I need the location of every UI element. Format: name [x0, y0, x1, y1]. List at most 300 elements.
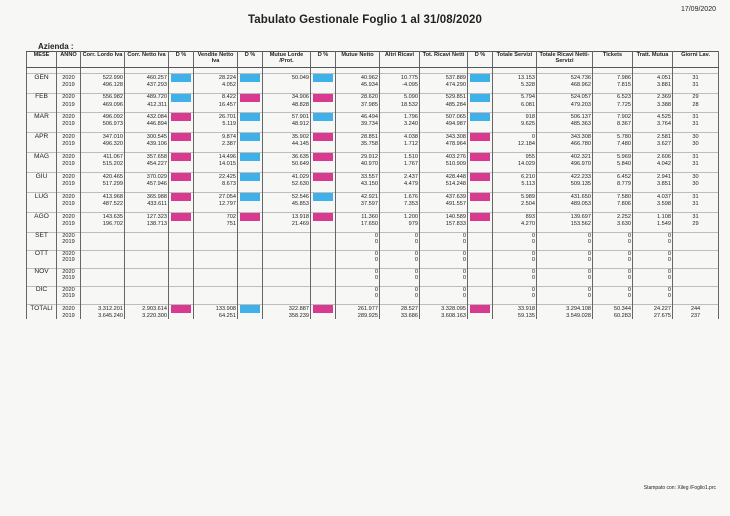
value-cell: 5.794 [493, 93, 537, 102]
value-cell: 358.239 [263, 313, 311, 319]
value-cell: 529.851 [420, 93, 468, 102]
month-cell: TOTALI [27, 305, 57, 314]
value-cell [81, 232, 125, 239]
table-row [27, 113, 719, 122]
value-cell: 0 [633, 293, 673, 299]
value-cell: 422.233 [537, 173, 593, 182]
value-cell: 0 [593, 232, 633, 239]
value-cell [81, 287, 125, 294]
value-cell: 2.252 [593, 212, 633, 221]
table-row [27, 232, 719, 239]
value-cell: 2.903.614 [125, 305, 169, 314]
value-cell: 196.702 [81, 221, 125, 227]
table-row [27, 313, 719, 319]
value-cell: 507.065 [420, 113, 468, 122]
value-cell: 413.968 [81, 193, 125, 202]
value-cell: 2.437 [380, 173, 420, 182]
value-cell: 13.153 [493, 73, 537, 82]
value-cell: 494.987 [420, 121, 468, 127]
month-cell: AGO [27, 212, 57, 221]
positive-delta-marker [171, 94, 191, 102]
delta-cell [311, 232, 336, 239]
value-cell: 0 [336, 275, 380, 281]
value-cell: 40.970 [336, 161, 380, 167]
delta-cell [311, 173, 336, 182]
value-cell: 9.874 [194, 133, 238, 142]
table-row [27, 193, 719, 202]
delta-cell [169, 93, 194, 102]
value-cell: 1.510 [380, 153, 420, 162]
value-cell: 31 [673, 161, 719, 167]
delta-cell [238, 305, 263, 314]
value-cell: 918 [493, 113, 537, 122]
value-cell: 29.912 [336, 153, 380, 162]
column-header: Tickets [593, 52, 633, 68]
value-cell: 0 [537, 269, 593, 276]
table-row [27, 305, 719, 314]
value-cell: -4.095 [380, 82, 420, 88]
month-cell: NOV [27, 269, 57, 276]
value-cell: 50.649 [263, 161, 311, 167]
value-cell: 6.452 [593, 173, 633, 182]
delta-cell [468, 250, 493, 257]
value-cell: 420.465 [81, 173, 125, 182]
value-cell: 7.480 [593, 141, 633, 147]
value-cell: 3.881 [633, 82, 673, 88]
delta-cell [468, 153, 493, 162]
value-cell: 1.796 [380, 113, 420, 122]
value-cell: 3.220.300 [125, 313, 169, 319]
value-cell: 510.909 [420, 161, 468, 167]
value-cell: 0 [493, 287, 537, 294]
value-cell: 0 [380, 232, 420, 239]
value-cell: 31 [673, 201, 719, 207]
value-cell: 431.650 [537, 193, 593, 202]
delta-cell [468, 73, 493, 82]
value-cell: 244 [673, 305, 719, 314]
delta-cell [311, 153, 336, 162]
value-cell [125, 250, 169, 257]
year-cell: 2020 [57, 73, 81, 82]
year-cell: 2019 [57, 221, 81, 227]
value-cell: 6.523 [593, 93, 633, 102]
value-cell: 893 [493, 212, 537, 221]
value-cell: 26.701 [194, 113, 238, 122]
value-cell: 428.448 [420, 173, 468, 182]
value-cell: 370.029 [125, 173, 169, 182]
value-cell: 489.720 [125, 93, 169, 102]
value-cell: 437.293 [125, 82, 169, 88]
year-cell: 2019 [57, 239, 81, 245]
value-cell: 446.894 [125, 121, 169, 127]
value-cell: 509.135 [537, 181, 593, 187]
delta-cell [238, 287, 263, 294]
footer-note: Stampato con: Xileg /Foglio1.prc [643, 485, 716, 491]
value-cell: 0 [593, 257, 633, 263]
year-cell: 2019 [57, 293, 81, 299]
value-cell [125, 287, 169, 294]
positive-delta-marker [470, 113, 490, 121]
value-cell: 0 [493, 133, 537, 142]
value-cell: 22.425 [194, 173, 238, 182]
delta-cell [468, 93, 493, 102]
value-cell: 50.049 [263, 73, 311, 82]
delta-cell [468, 313, 493, 319]
value-cell: 0 [633, 275, 673, 281]
value-cell: 506.973 [81, 121, 125, 127]
value-cell: 403.276 [420, 153, 468, 162]
value-cell: 28.851 [336, 133, 380, 142]
month-cell: SET [27, 232, 57, 239]
value-cell: 4.042 [633, 161, 673, 167]
value-cell [81, 269, 125, 276]
value-cell: 517.299 [81, 181, 125, 187]
value-cell: 0 [336, 293, 380, 299]
delta-cell [169, 113, 194, 122]
table-row [27, 212, 719, 221]
value-cell: 485.284 [420, 102, 468, 108]
year-cell: 2020 [57, 269, 81, 276]
month-cell: DIC [27, 287, 57, 294]
value-cell: 702 [194, 212, 238, 221]
delta-cell [169, 232, 194, 239]
negative-delta-marker [470, 193, 490, 201]
delta-cell [311, 250, 336, 257]
value-cell: 0 [336, 257, 380, 263]
value-cell: 5.780 [593, 133, 633, 142]
value-cell: 460.257 [125, 73, 169, 82]
value-cell: 0 [380, 239, 420, 245]
value-cell: 31 [673, 193, 719, 202]
value-cell: 0 [493, 269, 537, 276]
negative-delta-marker [171, 133, 191, 141]
value-cell: 0 [380, 287, 420, 294]
negative-delta-marker [470, 133, 490, 141]
value-cell: 45.934 [336, 82, 380, 88]
value-cell: 0 [633, 250, 673, 257]
month-cell: GEN [27, 73, 57, 82]
value-cell: 0 [633, 287, 673, 294]
value-cell: 139.697 [537, 212, 593, 221]
value-cell: 0 [537, 250, 593, 257]
value-cell: 14.496 [194, 153, 238, 162]
delta-cell [468, 305, 493, 314]
value-cell: 300.545 [125, 133, 169, 142]
positive-delta-marker [313, 113, 333, 121]
value-cell: 7.986 [593, 73, 633, 82]
value-cell: 48.912 [263, 121, 311, 127]
value-cell: 466.780 [537, 141, 593, 147]
value-cell: 322.887 [263, 305, 311, 314]
table-row [27, 153, 719, 162]
value-cell: 3.240 [380, 121, 420, 127]
value-cell: 5.328 [493, 82, 537, 88]
value-cell: 50.344 [593, 305, 633, 314]
value-cell: 357.658 [125, 153, 169, 162]
value-cell: 42.921 [336, 193, 380, 202]
delta-cell [311, 113, 336, 122]
negative-delta-marker [470, 153, 490, 161]
delta-cell [311, 93, 336, 102]
value-cell: 33.686 [380, 313, 420, 319]
value-cell: 496.092 [81, 113, 125, 122]
delta-cell [311, 73, 336, 82]
delta-cell [169, 193, 194, 202]
value-cell: 3.627 [633, 141, 673, 147]
value-cell: 474.290 [420, 82, 468, 88]
value-cell: 3.608.163 [420, 313, 468, 319]
value-cell [194, 232, 238, 239]
value-cell: 0 [380, 275, 420, 281]
value-cell: 0 [593, 250, 633, 257]
value-cell: 59.135 [493, 313, 537, 319]
value-cell: 52.546 [263, 193, 311, 202]
table-row [27, 173, 719, 182]
value-cell: 37.597 [336, 201, 380, 207]
value-cell: 3.312.201 [81, 305, 125, 314]
value-cell: 4.270 [493, 221, 537, 227]
value-cell: 12.797 [194, 201, 238, 207]
delta-cell [311, 269, 336, 276]
negative-delta-marker [313, 133, 333, 141]
delta-cell [169, 133, 194, 142]
value-cell: 30 [673, 133, 719, 142]
value-cell [194, 250, 238, 257]
value-cell: 0 [537, 287, 593, 294]
value-cell: 10.775 [380, 73, 420, 82]
delta-cell [169, 173, 194, 182]
value-cell [194, 269, 238, 276]
value-cell: 12.184 [493, 141, 537, 147]
delta-cell [311, 133, 336, 142]
column-header: Tratt. Mutua [633, 52, 673, 68]
value-cell: 37.985 [336, 102, 380, 108]
value-cell: 17.650 [336, 221, 380, 227]
column-header: Corr. Lordo Iva [81, 52, 125, 68]
value-cell [194, 287, 238, 294]
value-cell: 21.469 [263, 221, 311, 227]
value-cell: 487.522 [81, 201, 125, 207]
value-cell: 432.084 [125, 113, 169, 122]
value-cell [673, 269, 719, 276]
positive-delta-marker [171, 74, 191, 82]
value-cell: 0 [633, 257, 673, 263]
value-cell [263, 269, 311, 276]
value-cell: 5.090 [380, 93, 420, 102]
value-cell: 1.108 [633, 212, 673, 221]
value-cell [673, 287, 719, 294]
value-cell: 3.645.240 [81, 313, 125, 319]
month-cell [27, 313, 57, 319]
year-cell: 2019 [57, 181, 81, 187]
column-header: D % [238, 52, 263, 68]
delta-cell [169, 305, 194, 314]
delta-cell [169, 269, 194, 276]
value-cell: 0 [537, 275, 593, 281]
column-header: MESE [27, 52, 57, 68]
delta-cell [169, 250, 194, 257]
value-cell: 57.901 [263, 113, 311, 122]
value-cell: 343.308 [537, 133, 593, 142]
value-cell: 27.675 [633, 313, 673, 319]
value-cell: 60.283 [593, 313, 633, 319]
value-cell: 13.918 [263, 212, 311, 221]
month-cell: APR [27, 133, 57, 142]
value-cell: 3.598 [633, 201, 673, 207]
value-cell: 979 [380, 221, 420, 227]
delta-cell [311, 287, 336, 294]
value-cell: 347.010 [81, 133, 125, 142]
value-cell: 2.581 [633, 133, 673, 142]
value-cell: 0 [633, 239, 673, 245]
year-cell: 2020 [57, 287, 81, 294]
column-header: D % [311, 52, 336, 68]
value-cell: 39.734 [336, 121, 380, 127]
value-cell: 16.457 [194, 102, 238, 108]
value-cell: 5.969 [593, 153, 633, 162]
value-cell: 133.908 [194, 305, 238, 314]
column-header: Mutue Lorde /Prot. [263, 52, 311, 68]
column-header: Totale Ricavi Netti-Servizi [537, 52, 593, 68]
value-cell: 8.367 [593, 121, 633, 127]
value-cell: 41.029 [263, 173, 311, 182]
value-cell: 5.119 [194, 121, 238, 127]
value-cell: 4.051 [633, 73, 673, 82]
value-cell: 469.096 [81, 102, 125, 108]
value-cell: 489.053 [537, 201, 593, 207]
month-cell: OTT [27, 250, 57, 257]
year-cell: 2019 [57, 121, 81, 127]
value-cell: 2.387 [194, 141, 238, 147]
value-cell: 556.982 [81, 93, 125, 102]
negative-delta-marker [171, 173, 191, 181]
year-cell: 2019 [57, 102, 81, 108]
delta-cell [468, 212, 493, 221]
column-header: Totale Servizi [493, 52, 537, 68]
value-cell: 5.989 [493, 193, 537, 202]
table-row [27, 269, 719, 276]
delta-cell [238, 133, 263, 142]
year-cell: 2020 [57, 173, 81, 182]
delta-cell [169, 287, 194, 294]
column-header: Vendite Netto Iva [194, 52, 238, 68]
negative-delta-marker [171, 213, 191, 221]
value-cell: 0 [537, 293, 593, 299]
value-cell: 14.015 [194, 161, 238, 167]
value-cell: 478.964 [420, 141, 468, 147]
table-row [27, 287, 719, 294]
value-cell: 138.713 [125, 221, 169, 227]
value-cell: 2.369 [633, 93, 673, 102]
negative-delta-marker [171, 193, 191, 201]
value-cell: 439.106 [125, 141, 169, 147]
value-cell: 0 [493, 232, 537, 239]
value-cell: 491.557 [420, 201, 468, 207]
value-cell: 2.941 [633, 173, 673, 182]
value-cell: 28 [673, 102, 719, 108]
column-header: Tot. Ricavi Netti [420, 52, 468, 68]
value-cell: 524.057 [537, 93, 593, 102]
value-cell: 515.202 [81, 161, 125, 167]
table-row [27, 250, 719, 257]
value-cell: 365.988 [125, 193, 169, 202]
delta-cell [468, 269, 493, 276]
print-date: 17/09/2020 [680, 6, 716, 13]
negative-delta-marker [313, 213, 333, 221]
year-cell: 2020 [57, 133, 81, 142]
year-cell: 2019 [57, 257, 81, 263]
table-header-row [27, 52, 719, 68]
value-cell: 0 [336, 250, 380, 257]
year-cell: 2019 [57, 313, 81, 319]
value-cell: 0 [493, 293, 537, 299]
delta-cell [238, 269, 263, 276]
value-cell: 0 [593, 293, 633, 299]
value-cell: 3.549.028 [537, 313, 593, 319]
delta-cell [238, 212, 263, 221]
negative-delta-marker [470, 173, 490, 181]
value-cell: 0 [633, 232, 673, 239]
value-cell: 496.128 [81, 82, 125, 88]
value-cell: 0 [420, 232, 468, 239]
value-cell: 1.712 [380, 141, 420, 147]
value-cell: 3.328.095 [420, 305, 468, 314]
value-cell: 457.946 [125, 181, 169, 187]
value-cell: 30 [673, 141, 719, 147]
positive-delta-marker [240, 133, 260, 141]
value-cell: 0 [420, 250, 468, 257]
delta-cell [169, 313, 194, 319]
value-cell: 33.918 [493, 305, 537, 314]
value-cell: 0 [420, 287, 468, 294]
value-cell: 0 [493, 250, 537, 257]
value-cell: 261.977 [336, 305, 380, 314]
positive-delta-marker [240, 113, 260, 121]
value-cell: 0 [537, 232, 593, 239]
positive-delta-marker [240, 305, 260, 313]
value-cell: 0 [593, 269, 633, 276]
delta-cell [238, 193, 263, 202]
value-cell: 506.137 [537, 113, 593, 122]
value-cell: 46.494 [336, 113, 380, 122]
value-cell: 35.758 [336, 141, 380, 147]
value-cell: 14.029 [493, 161, 537, 167]
value-cell: 36.635 [263, 153, 311, 162]
value-cell: 2.606 [633, 153, 673, 162]
value-cell: 4.037 [633, 193, 673, 202]
value-cell: 4.052 [194, 82, 238, 88]
value-cell: 28.527 [380, 305, 420, 314]
value-cell: 34.906 [263, 93, 311, 102]
value-cell: 7.353 [380, 201, 420, 207]
positive-delta-marker [313, 74, 333, 82]
value-cell [673, 250, 719, 257]
delta-cell [238, 113, 263, 122]
value-cell: 29 [673, 221, 719, 227]
value-cell: 45.853 [263, 201, 311, 207]
value-cell [263, 232, 311, 239]
positive-delta-marker [313, 193, 333, 201]
table-row [27, 73, 719, 82]
value-cell: 4.479 [380, 181, 420, 187]
value-cell: 522.990 [81, 73, 125, 82]
value-cell: 0 [336, 269, 380, 276]
positive-delta-marker [470, 94, 490, 102]
value-cell: 31 [673, 212, 719, 221]
value-cell: 31 [673, 82, 719, 88]
azienda-label: Azienda : [38, 42, 74, 51]
value-cell: 8.673 [194, 181, 238, 187]
